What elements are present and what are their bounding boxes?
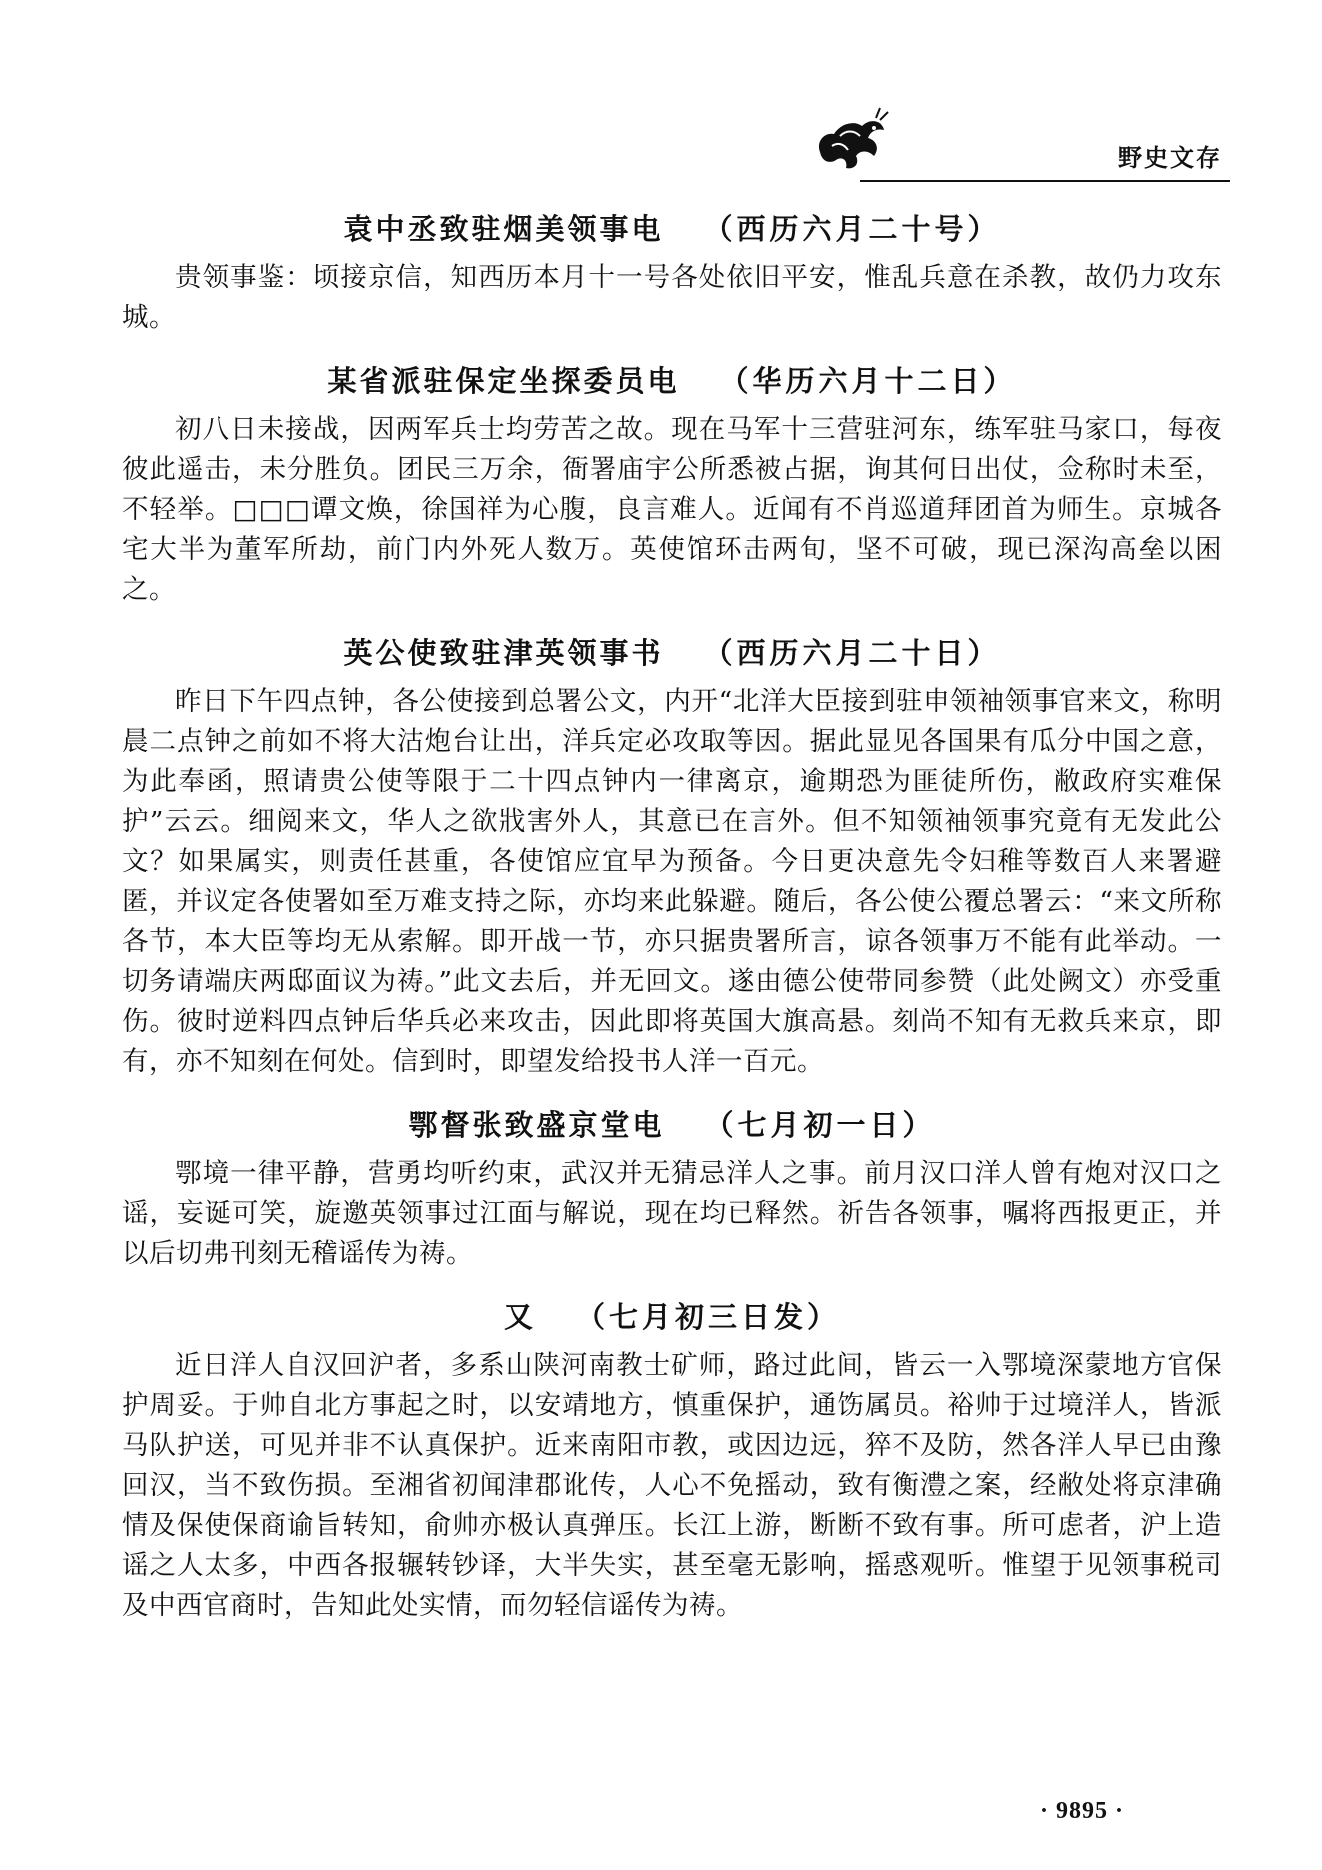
section-paragraph: 近日洋人自汉回沪者，多系山陕河南教士矿师，路过此间，皆云一入鄂境深蒙地方官保护周妥。于帅自北方事起之时，以安靖地方，慎重保护，通饬属员。裕帅于过境洋人，皆派马队护送，可见并非不认真保护。近来南阳市教，或因边远，猝不及防，然各洋人早已由豫回汉，当不致伤损。至湘省初闻津郡讹传，人心不免摇动，致有衡澧之案，经敝处将京津确情及保使保商谕旨转知，俞帅亦极认真弹压。长江上游，断断不致有事。所可虑者，沪上造谣之人太多，中西各报辗转钞译，大半失实，甚至毫无影响，摇惑观听。惟望于见领事税司及中西官商时，告知此处实情，而勿轻信谣传为祷。 (122, 1350, 1222, 1621)
section-date: （七月初三日发） (576, 1300, 841, 1334)
series-title: 野史文存 (1118, 144, 1222, 172)
section-heading: 某省派驻保定坐探委员电 (327, 364, 680, 398)
section-heading: 英公使致驻津英领事书 (343, 636, 664, 670)
page-body (122, 200, 1222, 1640)
section-heading: 又 (503, 1300, 536, 1334)
section-title (122, 1288, 1222, 1346)
section-date: （西历六月二十日） (703, 636, 1001, 670)
dragon-logo-icon (810, 106, 890, 174)
section-heading: 鄂督张致盛京堂电 (408, 1108, 665, 1142)
section-paragraph: 鄂境一律平静，营勇均听约束，武汉并无猜忌洋人之事。前月汉口洋人曾有炮对汉口之谣，妄诞可笑，旋邀英领事过江面与解说，现在均已释然。祈告各领事，嘱将西报更正，并以后切弗刊刻无稽谣传为祷。 (122, 1158, 1222, 1269)
section-title (122, 1096, 1222, 1154)
section-paragraph: 初八日未接战，因两军兵士均劳苦之故。现在马军十三营驻河东，练军驻马家口，每夜彼此遥击，未分胜负。团民三万余，衙署庙宇公所悉被占据，询其何日出仗，佥称时未至，不轻举。□□□谭文焕，徐国祥为心腹，良言难人。近闻有不肖巡道拜团首为师生。京城各宅大半为董军所劫，前门内外死人数万。英使馆环击两旬，坚不可破，现已深沟高垒以困之。 (122, 414, 1222, 605)
header-rule (860, 180, 1230, 182)
section-title (122, 200, 1222, 258)
page-number: · 9895 · (1040, 1798, 1125, 1824)
section-title (122, 624, 1222, 682)
section-heading: 袁中丞致驻烟美领事电 (343, 212, 664, 246)
section-paragraph: 昨日下午四点钟，各公使接到总署公文，内开“北洋大臣接到驻申领袖领事官来文，称明晨二点钟之前如不将大沽炮台让出，洋兵定必攻取等因。据此显见各国果有瓜分中国之意，为此奉函，照请贵公使等限于二十四点钟内一律离京，逾期恐为匪徒所伤，敝政府实难保护”云云。细阅来文，华人之欲戕害外人，其意已在言外。但不知领袖领事究竟有无发此公文？如果属实，则责任甚重，各使馆应宜早为预备。今日更决意先令妇稚等数百人来署避匿，并议定各使署如至万难支持之际，亦均来此躲避。随后，各公使公覆总署云：“来文所称各节，本大臣等均无从索解。即开战一节，亦只据贵署所言，谅各领事万不能有此举动。一切务请端庆两邸面议为祷。”此文去后，并无回文。遂由德公使带同参赞（此处阙文）亦受重伤。彼时逆料四点钟后华兵必来攻击，因此即将英国大旗高悬。刻尚不知有无救兵来京，即有，亦不知刻在何处。信到时，即望发给投书人洋一百元。 (122, 686, 1222, 1077)
section-date: （华历六月十二日） (719, 364, 1017, 398)
section-date: （西历六月二十号） (703, 212, 1001, 246)
running-header (800, 100, 1230, 188)
section-title (122, 352, 1222, 410)
section-date: （七月初一日） (704, 1108, 936, 1142)
section-paragraph: 贵领事鉴：顷接京信，知西历本月十一号各处依旧平安，惟乱兵意在杀教，故仍力攻东城。 (122, 262, 1222, 333)
